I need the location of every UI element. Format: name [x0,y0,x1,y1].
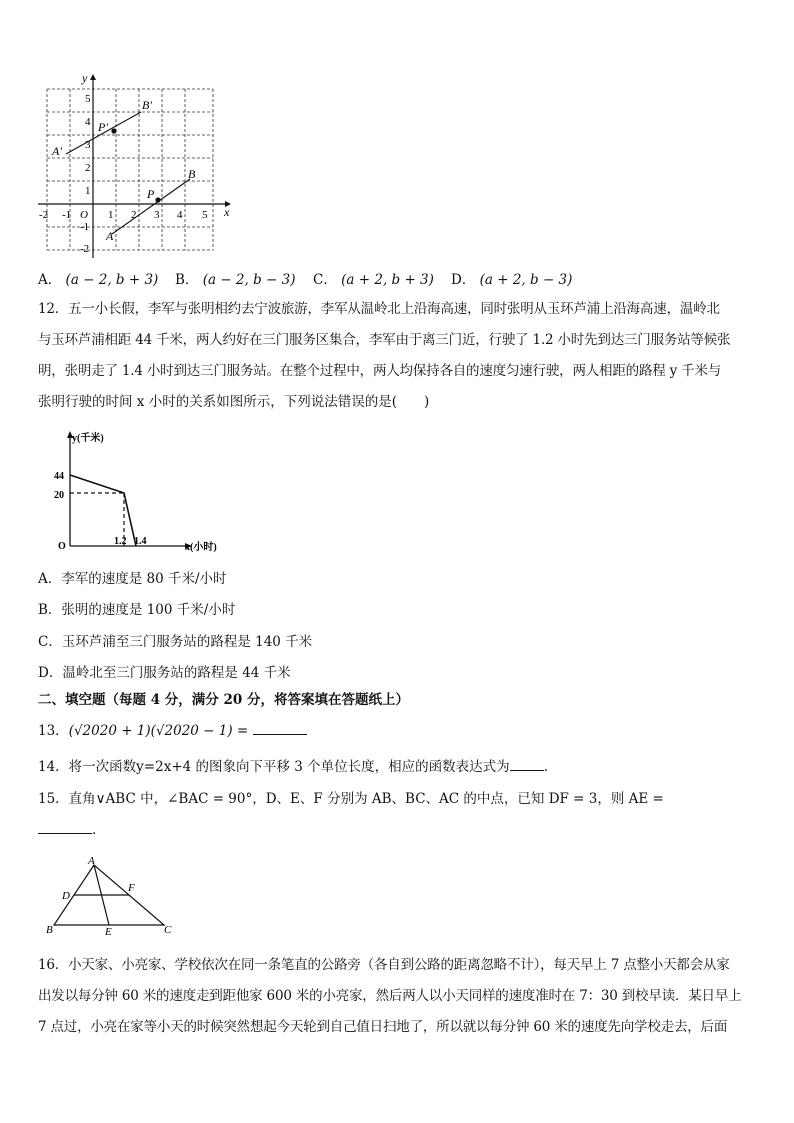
label-p-prime: P' [98,120,108,134]
q13-answer-blank [253,720,307,735]
q14: 14．将一次函数y=2x+4 的图象向下平移 3 个单位长度，相应的函数表达式为 . [38,752,548,783]
label-p: P [147,187,155,201]
y-tick: 5 [85,93,91,105]
label-D: D [62,890,70,902]
y-tick-44: 44 [54,471,64,482]
x-tick-1-2: 1.2 [114,536,127,547]
q16-line-3: 7 点过，小亮在家等小天的时候突然想起今天轮到自己值日扫地了，所以就以每分钟 60 米的速度先向学校走去，后面 [38,1019,728,1035]
y-tick: 4 [85,116,91,128]
y-axis-label: y [82,72,88,85]
y-tick: -2 [80,243,90,255]
label-a: A [106,229,114,243]
y-tick: 1 [85,185,91,197]
label-E: E [105,926,112,935]
q14-answer-blank [510,756,544,771]
label-b: B [188,167,196,181]
q15-answer-blank [38,819,92,834]
q11-grid-figure [30,72,240,262]
q15-line-1: 15．直角∨ABC 中，∠BAC = 90°，D、E、F 分别为 AB、BC、AC 的中点，已知 DF = 3，则 AE = [38,791,664,807]
x-tick: -1 [62,209,72,221]
label-C: C [164,924,172,935]
label-a-prime: A' [52,144,62,158]
x-tick: 4 [177,209,183,221]
x-tick: 5 [202,209,208,221]
q12-line-1: 12．五一小长假，李军与张明相约去宁波旅游，李军从温岭北上沿海高速，同时张明从玉环芦浦上沿海高速，温岭北 [38,301,720,317]
label-F: F [128,882,135,894]
q12-line-3: 明，张明走了 1.4 小时到达三门服务站。在整个过程中，两人均保持各自的速度匀速行驶，两人相距的路程 y 千米与 [38,363,722,379]
x-tick: -2 [39,209,49,221]
q15-line-2: . [38,815,96,846]
point-p-prime [111,128,116,133]
x-tick: 2 [131,209,137,221]
q12-distance-time-graph [52,428,227,556]
x-tick: 1 [108,209,114,221]
x-axis-label: x(小时) [185,542,217,553]
q16-line-1: 16．小天家、小亮家、学校依次在同一条笔直的公路旁（各自到公路的距离忽略不计），每天早上 7 点整小天都会从家 [38,957,730,973]
q12-line-4: 张明行驶的时间 x 小时的关系如图所示，下列说法错误的是( ) [38,394,430,410]
q11-option-a: A． (a − 2, b + 3) [38,272,159,288]
y-tick-20: 20 [54,490,64,501]
q11-option-d: D． (a + 2, b − 3) [451,272,573,288]
y-axis-label: y(千米) [72,433,104,444]
q12-option-a: A．李军的速度是 80 千米/小时 [38,571,227,587]
y-tick: 2 [85,162,91,174]
label-A: A [88,855,95,867]
q12-option-b: B．张明的速度是 100 千米/小时 [38,602,236,618]
q12-line-2: 与玉环芦浦相距 44 千米，两人约好在三门服务区集合，李军由于离三门近，行驶了 1.2 小时先到达三门服务站等候张 [38,332,731,348]
x-axis-label: x [224,205,230,219]
q12-option-c: C．玉环芦浦至三门服务站的路程是 140 千米 [38,634,313,650]
q16-line-2: 出发以每分钟 60 米的速度走到距他家 600 米的小亮家，然后两人以小天同样的速度准时在 7：30 到校早读．某日早上 [38,988,742,1004]
origin-label: O [80,209,88,221]
q11-option-b: B． (a − 2, b − 3) [175,272,296,288]
label-b-prime: B' [142,98,152,112]
origin-label: O [58,541,66,552]
x-tick: 3 [154,209,160,221]
q12-option-d: D．温岭北至三门服务站的路程是 44 千米 [38,665,291,681]
x-tick-1-4: 1.4 [134,536,147,547]
section-2-title: 二、填空题（每题 4 分，满分 20 分，将答案填在答题纸上） [38,692,409,708]
q13: 13．(√2020 + 1)(√2020 − 1) = [38,716,307,747]
q15-triangle-figure [42,855,182,935]
q11-option-c: C． (a + 2, b + 3) [313,272,434,288]
y-tick: 3 [85,139,91,151]
label-B: B [46,924,53,935]
point-p [155,197,160,202]
y-tick: -1 [80,221,90,233]
